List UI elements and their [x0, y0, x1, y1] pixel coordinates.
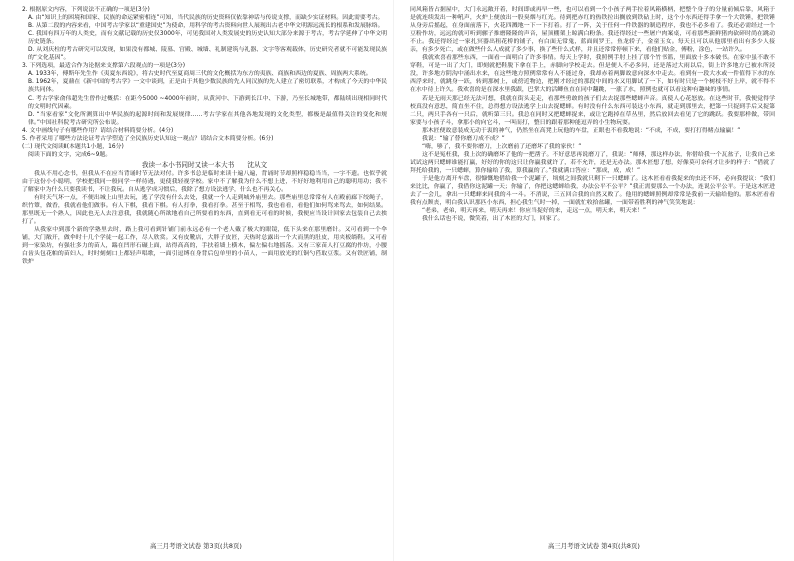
left-column-paragraph: 从我家中到那个新的学塾里去时，路上我可看到针铺门前永远必有一个老人戴了极大的眼镜，低下头来在那里磨针。又可看到一个伞铺，大门敞开，做伞时十几个学徒一起工作，尽人欣赏。又有皮靴店，大胖子皮匠，天热时总露出一个大而黑的肚皮，用夹板绱鞋。又可看到一家染坊，有强壮多力的苗人，踹在凹形石碾上面，站得高高的，手扶着墙上横木，偏左偏右地摇荡。又有三家苗人打豆腐的作坊，小腰白齿头包花帕的苗妇人，时时刻刻口上都轻声唱歌，一面引逗缚在身背后包单里的小苗人，一面用放光的红铜勺舀取豆浆。又有铁匠铺，制铁炉 — [22, 227, 387, 266]
left-column-paragraph: B. 1962年，夏鼐在《新中国的考古学》一文中谈到，正是由于其他少数民族的先人同汉族的先人建立了密切联系，才构成了今天的中华民族共同体。 — [28, 79, 387, 94]
left-column-paragraph: (二) 现代文阅读Ⅱ(本题共1小题，16分) — [22, 143, 124, 150]
left-column-paragraph: A. 由“知识上的困境和国家、民族的命运紧密相连”可知，当代民族的历史资料仅依靠神话与传说支撑，而缺少实证材料。因此需要考古。 — [28, 15, 384, 22]
left-column-paragraph: D. 从刘庆柱的考古研究可以发现，如果没有都城、陵墓、宫殿、城墙、礼制建筑与礼器、文字等客观载体，历史研究者就不可能发现民族的“文化基因”。 — [28, 47, 387, 62]
left-column-paragraph: B. 从第二段的内容来看，中国考古学家以“重建国史”为使命，用科学的考古资料向世人展现出古老中华文明源远流长的根系和发展脉络。 — [28, 23, 384, 30]
left-column-paragraph: 2. 根据原文内容，下列说法不正确的一项是(3分) — [22, 7, 150, 13]
page-footer-right: 高三月考语文试卷 第4页(共8页) — [548, 542, 640, 550]
right-column-paragraph: 同风箱皆占据屋中，大门永远敞开着，时间即或再早一些，也可以看到一个小孩子两手拉着风箱横柄，把整个身子的分量前倾后靠，风箱于是就连续发出一种吼声，火炉上便放出一股臭烟与红光。待到把赤红的热铁拉出搁放到铁砧上时，这个小东西还得手拿一个大铁锤，把铁锤从身旁后摇起，在身面前落下，火花四溅地一下一下打着。打了一阵，关于任何一件铁器的制造程序，我也不必多看了。我还必需经过一个豆粉作坊，远远的就可听到骡子推磨隆隆的声音，屋顶棚架上晾满白粉条。我还得经过一些屠户肉案桌，可看那些新鲜猪肉砍碎时尚在跳动不止。我还得经过一家扎冥器出租花桥的铺子，有白面无常鬼，蓝面阎罗王，鱼龙轿子，金童玉女。每天且可以从他那里看出有多少人接亲，有多少死亡，或在做些什么人成就了多少事，换了些什么式样，并且还常常停顿下来，看他们贴金，傅粉，涂色，一站许久。 — [410, 7, 775, 54]
left-column-paragraph: 有时天气坏一点，不便出城上山里去玩，逃了学没有什么去处，我就一个人走到城外庙里去。那些庙里总常常有人在殿前廊下绞绳子，织竹簟，做香，我就看他们做事。有人下棋，我看下棋。有人打拳，我看打拳。甚至于相骂，我也看看，看他们如何骂来骂去，如何结果。那里既无一个熟人，因此也无人去注意我，我就随心所欲地看自己所要看的东西，直到看无可看的时候，我便应当设计回家去包装自己去挨打了。 — [22, 195, 387, 226]
left-column-paragraph: C. 考古学家俞伟超先生曾作过概括：在距今5000 ~4000年前时，从黄河中、下游到长江中、下游，乃至长城地带，都陆续出现相同时代的文明时代因素。 — [28, 95, 387, 110]
left-column-paragraph: 我从不用心念书，但我从不在应当背诵时节无法对付。许多书总是临时来读十遍八遍，背诵时节却照样稳稳当当，一字不遗。也似乎就由于这份小小聪明，学校把我同一般同学一样待遇，更使我轻视学校。家中不了解我为什么不想上进，不好好地利用自己的聪明用功；我不了解家中为什么只要我读书，不让我玩。自从逃学成习惯后，我除了想方设法逃学，什么也不再关心。 — [22, 170, 387, 194]
right-column-paragraph: “嗨，够了，我不要你磨刀，上次磨前了还磨坏了我的家伙！” — [422, 143, 582, 150]
left-column-paragraph: 阅读下面的文字，完成6~9题。 — [28, 151, 112, 158]
right-column-paragraph: 那木匠便故意装成无动于衷的神气，仍然坐在高凳上玩他的车盘，正眼也不看我地说：“不成，不成，要打打得赌点输赢！” — [422, 127, 741, 134]
right-column-paragraph: 我说：“输了替你磨刀成不成？” — [422, 135, 505, 142]
right-column-paragraph: “老弟，老弟，明天再来，明天再来！你应当捉好的来，走远一点，明天来，明天来！” — [422, 208, 647, 215]
right-page-column — [410, 6, 775, 534]
right-column-paragraph: 我就欢喜看那些东西，一面看一面明白了许多事情。每天上学时，我照例手肘上挂了那个竹书篮，里面放十多本破书。在家中虽不敢不穿鞋，可是一出了大门，即刻就把鞋脱下拿在手上，赤脚向学校走去。但是便人不必多问，还是落过大雨以后，街上许多地方已被水所浸没，许多地方阴沟中涌出水来，在这些地方照例常常有人不能过身，我却赤着两脚故意向深水中走去。看到有一段大水或一件值得下水的东西浮来时，就跳身一跃，转到那树上，或傍近物边，把刚才经过的那段中间的水又用脚试了一下，如有时只是一个树枝不好上岸，就不得不在水中待上许久。我欢喜的是在深水里我跟，巴掌大的活鲫鱼直在同中翻跳，一涨了水，照例也就可以看这种有趣味的事情。 — [410, 55, 775, 94]
page-fold — [393, 0, 394, 561]
page-footer-left: 高三月考语文试卷 第3页(共8页) — [150, 542, 242, 550]
right-column-paragraph: 我什么话也不说，微笑着，出了木匠的大门，回家了。 — [422, 216, 564, 223]
left-column-paragraph: C. 我国有四万年的人类史，而有文献记载的历史仅3000年，可见我国对人类发展史的历史认知大部分来源于考古，考古学延伸了中华文明历史链条。 — [28, 31, 387, 46]
left-column-paragraph: 3. 下列选项，最适合作为论据来支撑第六段观点的一项是(3分) — [22, 63, 186, 70]
right-column-paragraph: 若是无雨天那已经无法可想，我就在街头走走，看那些勇敢的孩子们去去捉那些蟋蟀声音。真使人心花怒放。在这些时节，我便觉得学校真没有意思，简直坐不住，总得想方设法逃学上山去捉蟋蟀。有时没有什么东西可装这小东西，就走到那里去，把第一只捉到手后又捉第二只，两只手各有一只后，就听第三只。我总在同时又把蟋蟀捉来，或让它跑掉在草丛里，然后放回去看见了它的跳跃。我要那样做，带回家要与小孩子斗，拿那小的向它斗，一叫而打，整日的跟着那种能逗弄的小生物玩耍。 — [410, 95, 775, 126]
right-column-paragraph: 这不是冤枉我，我上次的确磨坏了他的一把凿子。不好意思再说磨刀了，我说：“师傅，那这样办法，你借给我一个瓦盆子，让我自己来试试这两只蟋蟀谁能打赢，好好的你的这只让你赢我就许了，若不允许，还是无办法。那木匠想了想，好像莫可奈何才让步的样子：“借就了拜托给我的，一只蟋蟀，算你输给了我，算我赢的了。”我就满口答应：“那成，成，成！” — [410, 151, 775, 174]
left-column-paragraph: 4. 文中画线句子有哪些作用？请结合材料简要分析。(4分) — [22, 127, 174, 134]
left-column-paragraph: A. 1933年，傅斯年先生作《夷夏东西说》，将古史时代至夏商周三代的文化概括为东方的夷族、商族和西边的夏族、周族两大系统。 — [28, 71, 372, 78]
left-column-paragraph: D. “当家看家”文化所测算出中华民族的起源时间和发展规律……考古学家在其他各地发现的文化类型，都极是最值得关注的变化和规律。”中国社科院考古研究所公布说。 — [28, 111, 387, 126]
left-column-paragraph: 5. 作者采用了哪些方法论证考古学塑造了全民族历史认知这一观点？请结合文本简要分析。(6分) — [22, 135, 274, 142]
left-column-paragraph: 我读一本小书同时又读一本大书 沈从文 — [141, 160, 268, 169]
left-page-column — [22, 6, 387, 534]
right-column-paragraph: 于是他方离开车盘，很慷慨地借给我一个泥罐子，顷刻之间我就只剩下一只蟋蟀了。这木匠看看我捉来的虫还不坏，必向我提议：“我们来比比，你赢了，我借你这泥罐一天；你输了，你把这蟋蟀给我，办法公平不公平？”我正需要那么一个办法，连说公平公平。于是这木匠进去了一会儿，拿出一只蟋蟀来同我的斗一斗。不消说，三五回合我的自然又败了。他用的蟋蟀照例却常常是我前一天输给他的。那木匠看看我有点颓丧，明白我认识那匹小东西，担心我生气时一掉，一面就忙收拾盆罐，一面带着胜利的神气笑笑地说： — [410, 175, 775, 207]
